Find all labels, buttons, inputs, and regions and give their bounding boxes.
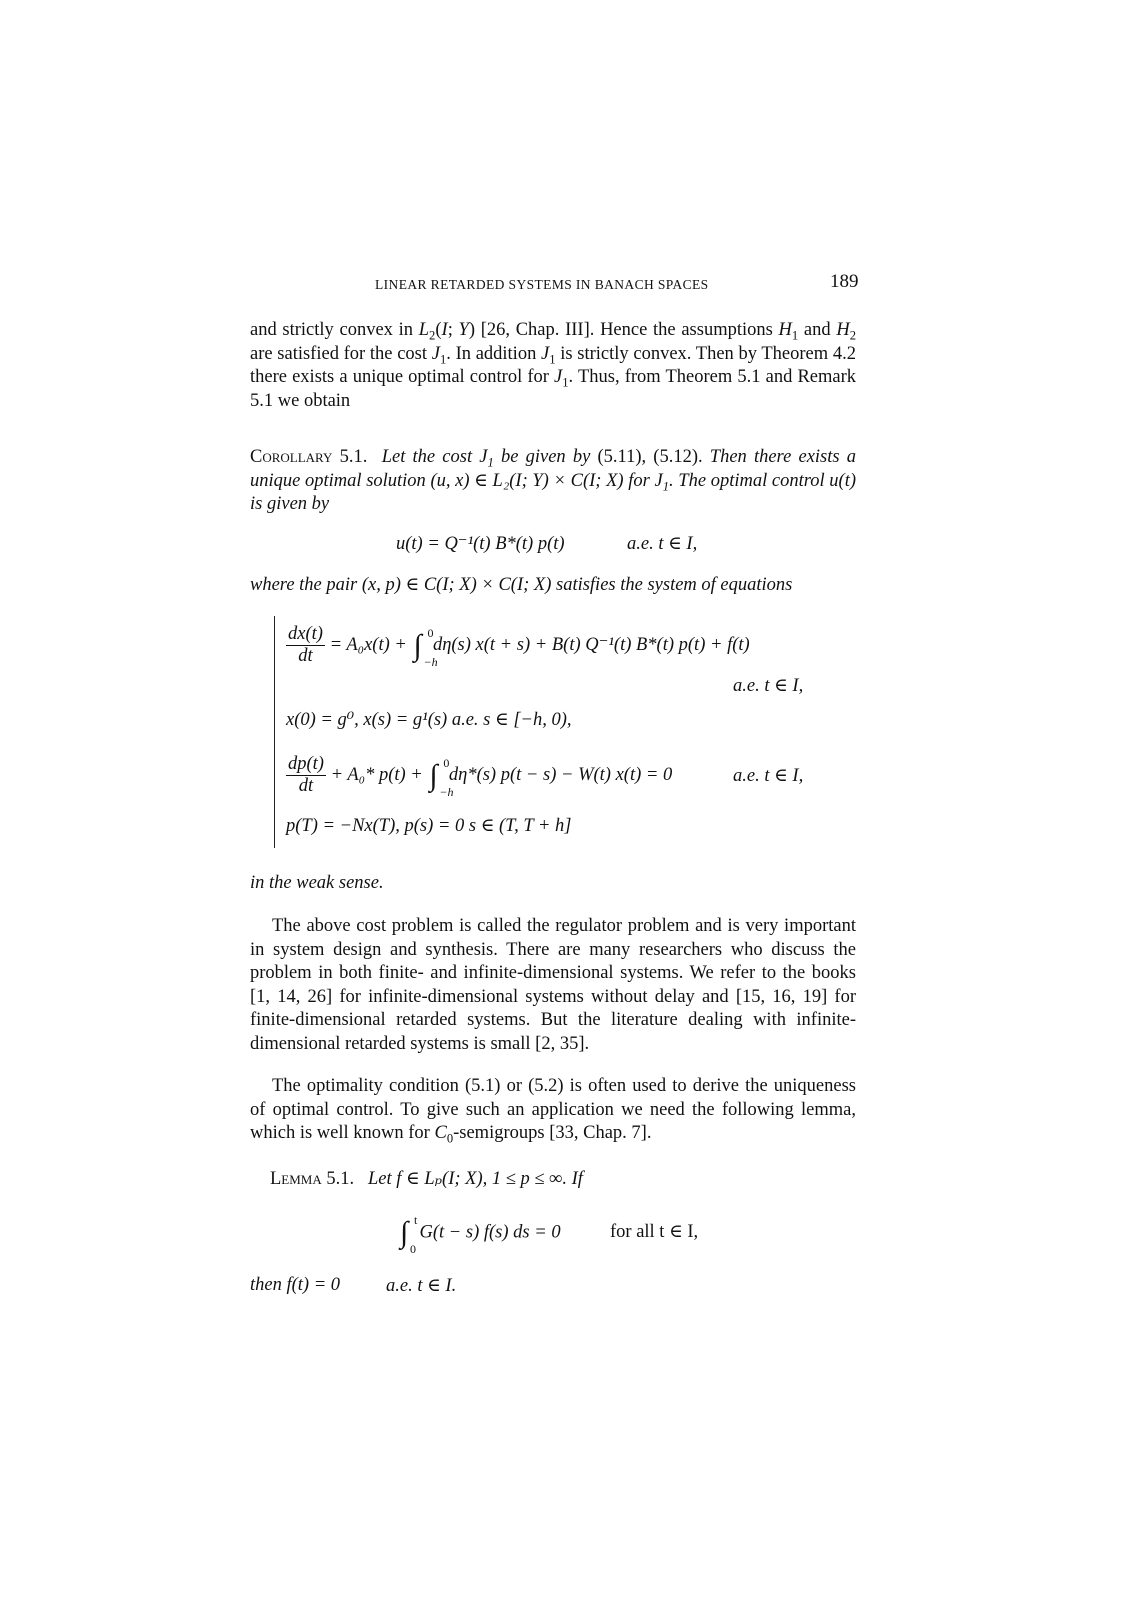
lemma-label: Lemma 5.1. <box>270 1169 355 1189</box>
integral-sign: ∫ 0 −h <box>413 625 438 669</box>
control-equation: u(t) = Q⁻¹(t) B*(t) p(t) <box>396 534 565 554</box>
dpdt-fraction: $\frac{dp(t)}{dt}$ <box>288 754 324 796</box>
equation-state: $\frac{dx(t)}{dt}$ = A₀x(t) + ∫ 0 −h dη(s) x(t + s) + B(t) Q⁻¹(t) B*(t) p(t) + f(t) <box>288 624 750 669</box>
lemma-integral: ∫ t 0 G(t − s) f(s) ds = 0 <box>400 1213 561 1256</box>
equation-terminal: p(T) = −Nx(T), p(s) = 0 s ∈ (T, T + h] <box>286 816 572 836</box>
system-brace <box>274 616 285 848</box>
optimality-paragraph: The optimality condition (5.1) or (5.2) is often used to derive the uniqueness of optimal control. To give such an application we need the following lemma, which is well known for $C_0$-semigroups [33, Chap. 7]. <box>250 1076 856 1146</box>
weak-sense-text: in the weak sense. <box>250 873 384 893</box>
equation-adjoint: $\frac{dp(t)}{dt}$ + A₀* p(t) + ∫ 0 −h dη*(s) p(t − s) − W(t) x(t) = 0 <box>288 754 673 799</box>
integral-sign: ∫ 0 −h <box>429 755 454 799</box>
running-header: LINEAR RETARDED SYSTEMS IN BANACH SPACES <box>375 277 709 292</box>
lemma-conclusion-ae: a.e. t ∈ I. <box>386 1276 457 1296</box>
corollary-statement: Corollary 5.1. Let the cost $J_1$ be given by (5.11), (5.12). Then there exists a unique optimal solution (u, x) ∈ L₂(I; Y) × C(I; X) for $J_1$. The optimal control u(t) is given by <box>250 447 857 514</box>
lemma-forall: for all t ∈ I, <box>610 1222 699 1242</box>
equation-adjoint-ae: a.e. t ∈ I, <box>733 766 804 786</box>
pair-sentence: where the pair (x, p) ∈ C(I; X) × C(I; X) satisfies the system of equations <box>250 575 793 595</box>
integral-sign: ∫ t 0 <box>400 1213 418 1256</box>
intro-paragraph: and strictly convex in $L_2(I$; Y) [26, Chap. III]. Hence the assumptions $H_1$ and $H_2$ are satisfied for the cost $J_1$. In addition $J_1$ is strictly convex. Then by Theorem 4.2 there exists a unique optimal control for $J_1$. Thus, from Theorem 5.1 and Remark 5.1 we obtain <box>250 320 857 411</box>
dxdt-fraction: $\frac{dx(t)}{dt}$ <box>288 624 323 666</box>
lemma-statement: Lemma 5.1. Let f ∈ Lₚ(I; X), 1 ≤ p ≤ ∞. If <box>270 1169 583 1189</box>
lemma-conclusion: then f(t) = 0 <box>250 1275 341 1295</box>
regulator-paragraph: The above cost problem is called the regulator problem and is very important in system design and synthesis. There are many researchers who discuss the problem in both finite- and infinite-dimensional systems. We refer to the books [1, 14, 26] for infinite-dimensional systems without delay and [15, 16, 19] for finite-dimensional retarded systems. But the literature dealing with infinite-dimensional retarded systems is small [2, 35]. <box>250 916 856 1054</box>
page-number: 189 <box>830 271 859 292</box>
control-ae: a.e. t ∈ I, <box>627 534 698 554</box>
corollary-label: Corollary 5.1. <box>250 447 368 467</box>
equation-state-ae: a.e. t ∈ I, <box>733 676 804 696</box>
equation-initial: x(0) = g⁰, x(s) = g¹(s) a.e. s ∈ [−h, 0), <box>286 710 572 730</box>
